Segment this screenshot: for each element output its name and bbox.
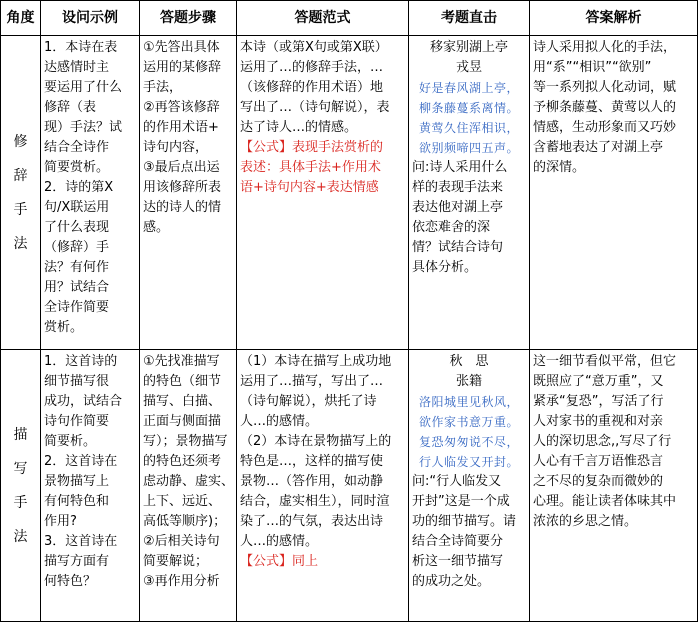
header-template: 答题范式 (237, 1, 409, 36)
header-category: 角度 (1, 1, 41, 36)
text-line: 情感，生动形象而又巧妙 (533, 120, 677, 135)
description-steps (140, 350, 237, 622)
text-line: 细节描写很 (44, 374, 110, 389)
text-line: 人心有千言万语惟恐言 (533, 454, 664, 469)
text-line: 结合，虚实相生），同时渲 (240, 494, 390, 509)
text-line: 样的表现手法来 (412, 180, 504, 195)
text-line: 高低等顺序)； (143, 514, 227, 529)
text-line: ①先找准描写 (143, 354, 220, 369)
category-char: 辞 (13, 167, 28, 184)
text-line: 写出了…（诗句解说），表 (240, 100, 390, 115)
text-line: 用该修辞所表 (143, 180, 222, 195)
text-line: 现）手法？试 (44, 120, 123, 135)
text-line: 功的细节描写。请 (412, 514, 517, 529)
text-line: 用？试结合 (44, 280, 110, 295)
poem-line: 欲别频啼四五声。 (418, 141, 519, 155)
rhetoric-example (409, 36, 530, 350)
description-question (41, 350, 140, 622)
text-line: 析这一细节描写 (412, 554, 504, 569)
text-line: 予柳条藤蔓、黄莺以人的 (533, 100, 677, 115)
text-line: 景物描写上 (44, 474, 110, 489)
text-line: 要运用了什么 (44, 80, 123, 95)
poem-line: 复恐匆匆说不尽， (418, 435, 519, 449)
text-line: 人…的感情。 (240, 414, 319, 429)
header-example: 考题直击 (409, 1, 530, 36)
text-line: 具体分析。 (412, 260, 478, 275)
text-line: 感。 (143, 220, 170, 235)
text-line: 达了诗人…的情感。 (240, 120, 358, 135)
text-line: ①先答出具体 (143, 40, 220, 55)
category-char: 描 (13, 426, 28, 443)
text-line: 运用了…的修辞手法，… (240, 60, 384, 75)
text-line: 了什么表现 (44, 220, 110, 235)
formula-line: 【公式】同上 (240, 554, 319, 569)
header-steps: 答题步骤 (140, 1, 237, 36)
text-line: 全诗作简要 (44, 300, 110, 315)
text-line: 诗句内容， (143, 140, 209, 155)
text-line: 的特色（细节 (143, 374, 222, 389)
text-line: 紧承“复恐”，写活了行 (533, 394, 664, 409)
text-line: 描写方面有 (44, 554, 110, 569)
text-line: 人的深切思念,,写尽了行 (533, 434, 672, 449)
poem-title: 秋 思 (449, 354, 489, 369)
category-char: 手 (13, 201, 28, 218)
text-line: 含蓄地表达了对湖上亭 (533, 140, 664, 155)
text-line: 简要析。 (44, 434, 97, 449)
text-line: 本诗（或第X句或第X联） (240, 40, 388, 55)
rhetoric-row (1, 36, 698, 350)
header-analysis: 答案解析 (530, 1, 698, 36)
text-line: 的成功之处。 (412, 574, 491, 589)
text-line: 虑动静、虚实、 (143, 474, 235, 489)
text-line: 情？试结合诗句 (412, 240, 504, 255)
poem-line: 黄莺久住浑相识， (418, 121, 519, 135)
text-line: 何特色？ (44, 574, 97, 589)
text-line: 1．本诗在表 (44, 40, 118, 55)
category-char: 手 (13, 494, 28, 511)
text-line: 染了…的气氛，表达出诗 (240, 514, 384, 529)
text-line: 上下、远近、 (143, 494, 222, 509)
poem-author: 张籍 (455, 374, 482, 389)
description-example (409, 350, 530, 622)
poem-author: 戎昱 (455, 60, 482, 75)
text-line: 开封”这是一个成 (412, 494, 510, 509)
text-line: （2）本诗在景物描写上的 (240, 434, 392, 449)
poem-line: 行人临发又开封。 (418, 455, 519, 469)
text-line: ③再作用分析 (143, 574, 220, 589)
text-line: ②后相关诗句 (143, 534, 220, 549)
text-line: 特色是…，这样的描写使 (240, 454, 384, 469)
text-line: 问:诗人采用什么 (412, 160, 508, 175)
category-char: 法 (13, 235, 28, 252)
rhetoric-question (41, 36, 140, 350)
text-line: 问:“行人临发又 (412, 474, 502, 489)
formula-line: 表述：具体手法+作用术 (240, 160, 381, 175)
text-line: 诗句作简要 (44, 414, 110, 429)
poem-line: 柳条藤蔓系离情。 (418, 101, 519, 115)
text-line: 结合全诗作 (44, 140, 110, 155)
text-line: 依恋难舍的深 (412, 220, 491, 235)
text-line: 既照应了“意万重”，又 (533, 374, 664, 389)
text-line: （1）本诗在描写上成功地 (240, 354, 392, 369)
text-line: 这一细节看似平常，但它 (533, 354, 677, 369)
rhetoric-steps (140, 36, 237, 350)
category-char: 写 (13, 460, 28, 477)
category-char: 修 (13, 133, 28, 150)
text-line: 简要赏析。 (44, 160, 110, 175)
text-line: 成功，试结合 (44, 394, 123, 409)
text-line: （该修辞的作用术语）地 (240, 80, 384, 95)
text-line: （诗句解说），烘托了诗 (240, 394, 377, 409)
rhetoric-analysis (530, 36, 698, 350)
category-char: 法 (13, 528, 28, 545)
formula-line: 【公式】表现手法赏析的 (240, 140, 384, 155)
text-line: 达的诗人的情 (143, 200, 222, 215)
text-line: 法？有何作 (44, 260, 110, 275)
text-line: 运用了…描写，写出了… (240, 374, 384, 389)
text-line: ③最后点出运 (143, 160, 220, 175)
poem-body (412, 392, 526, 472)
text-line: 有何特色和 (44, 494, 110, 509)
category-description (1, 350, 41, 622)
text-line: 心理。能让读者体味其中 (533, 494, 677, 509)
text-line: 人对家书的重视和对亲 (533, 414, 664, 429)
text-line: 2．这首诗在 (44, 454, 118, 469)
text-line: 诗人采用拟人化的手法， (533, 40, 677, 55)
text-line: 正面与侧面描 (143, 414, 222, 429)
text-line: 运用的某修辞 (143, 60, 222, 75)
text-line: 1．这首诗的 (44, 354, 118, 369)
formula-line: 语+诗句内容+表达情感 (240, 180, 379, 195)
text-line: 结合全诗简要分 (412, 534, 504, 549)
text-line: 手法， (143, 80, 183, 95)
text-line: 之不尽的复杂而微妙的 (533, 474, 664, 489)
text-line: 3．这首诗在 (44, 534, 118, 549)
rhetoric-template (237, 36, 409, 350)
header-row (1, 1, 698, 36)
text-line: （修辞）手 (44, 240, 110, 255)
text-line: 景物…（答作用，如动静 (240, 474, 384, 489)
text-line: 的深情。 (533, 160, 586, 175)
text-line: 的特色还须考 (143, 454, 222, 469)
text-line: 描写、白描、 (143, 394, 222, 409)
description-analysis (530, 350, 698, 622)
text-line: 人…的感情。 (240, 534, 319, 549)
text-line: 用“系”“相识”“欲别” (533, 60, 652, 75)
text-line: 修辞（表 (44, 100, 97, 115)
text-line: 赏析。 (44, 320, 84, 335)
text-line: 表达他对湖上亭 (412, 200, 504, 215)
text-line: 达感情时主 (44, 60, 110, 75)
description-row (1, 350, 698, 622)
text-line: 句/X联运用 (44, 200, 110, 215)
text-line: 简要解说； (143, 554, 209, 569)
text-line: 的作用术语+ (143, 120, 219, 135)
text-line: 写）；景物描写 (143, 434, 228, 449)
poem-title: 移家别湖上亭 (429, 40, 508, 55)
text-line: 等一系列拟人化动词，赋 (533, 80, 677, 95)
text-line: 作用? (44, 514, 77, 529)
text-line: ②再答该修辞 (143, 100, 220, 115)
poem-body (412, 78, 526, 158)
poem-line: 好是春风湖上亭， (418, 81, 519, 95)
poem-line: 欲作家书意万重。 (418, 415, 519, 429)
text-line: 2．诗的第X (44, 180, 114, 195)
header-question: 设问示例 (41, 1, 140, 36)
text-line: 浓浓的乡思之情。 (533, 514, 638, 529)
category-rhetoric (1, 36, 41, 350)
description-template (237, 350, 409, 622)
poem-line: 洛阳城里见秋风， (418, 395, 519, 409)
